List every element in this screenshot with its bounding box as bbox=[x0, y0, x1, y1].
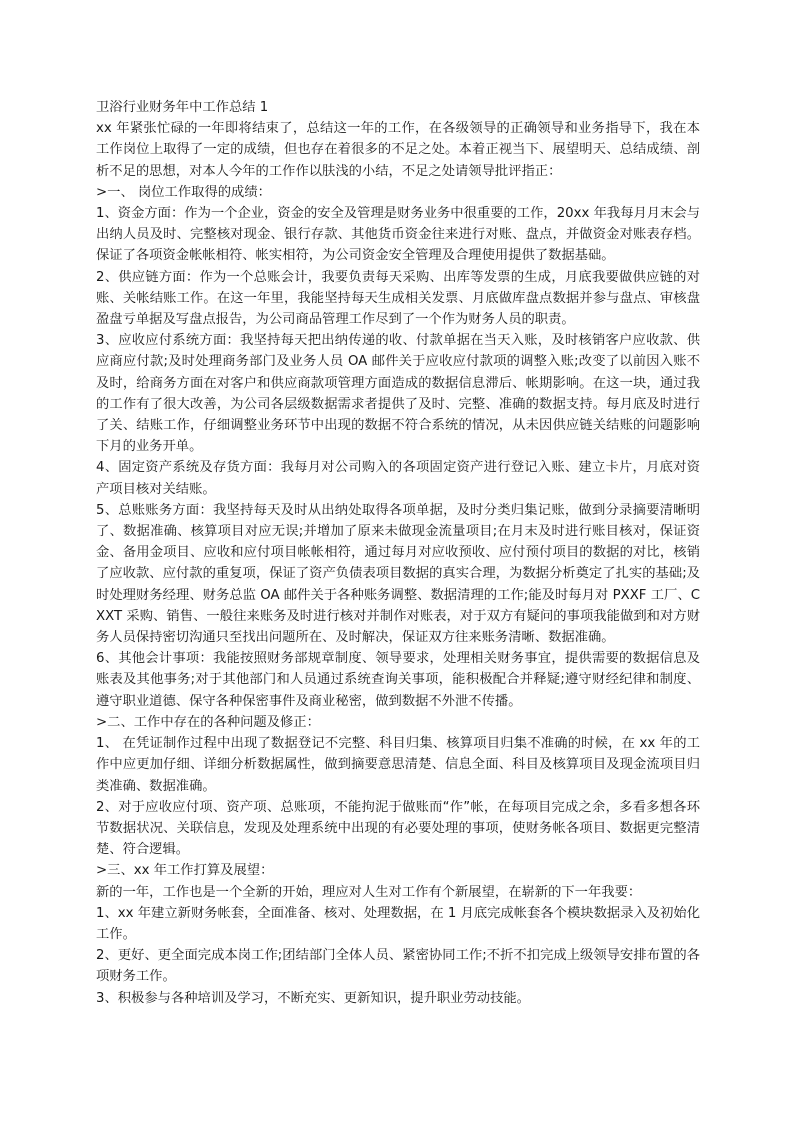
section-3-intro: 新的一年，工作也是一个全新的开始，理应对人生对工作有个新展望，在崭新的下一年我要： bbox=[96, 884, 642, 900]
section-1-item-4: 4、固定资产系统及存货方面：我每月对公司购入的各项固定资产进行登记入账、建立卡片，月底对资产项目核对关结账。 bbox=[96, 460, 700, 497]
document-body bbox=[96, 97, 700, 1009]
intro-paragraph: xx 年紧张忙碌的一年即将结束了，总结这一年的工作，在各级领导的正确领导和业务指导下，我在本工作岗位上取得了一定的成绩，但也存在着很多的不足之处。本着正视当下、展望明天、总结成绩、剖析不足的思想，对本人今年的工作作以肤浅的小结，不足之处请领导批评指正： bbox=[96, 121, 700, 179]
section-1-item-6: 6、其他会计事项：我能按照财务部规章制度、领导要求，处理相关财务事宜，提供需要的数据信息及账表及其他事务;对于其他部门和人员通过系统查询关事项，能积极配合并释疑;遵守财经纪律和制度、遵守职业道德、保守各种保密事件及商业秘密，做到数据不外泄不传播。 bbox=[96, 651, 700, 709]
section-1-item-5: 5、总账账务方面：我坚持每天及时从出纳处取得各项单据，及时分类归集记账，做到分录摘要清晰明了、数据准确、核算项目对应无误;并增加了原来未做现金流量项目;在月末及时进行账目核对，保证资金、备用金项目、应收和应付项目帐帐相符，通过每月对应收预收、应付预付项目的数据的对比，核销了应收款、应付款的重复项，保证了资产负债表项目数据的真实合理，为数据分析奠定了扎实的基础;及时处理财务经理、财务总监 OA 邮件关于各种账务调整、数据清理的工作;能及时每月对 PXXF 工厂、CXXT 采购、销售、一般往来账务及时进行核对并制作对账表，对于双方有疑问的事项我能做到和对方财务人员保持密切沟通只至找出问题所在、及时解决，保证双方往来账务清晰、数据准确。 bbox=[96, 502, 700, 646]
section-3-item-2: 2、更好、更全面完成本岗工作;团结部门全体人员、紧密协同工作;不折不扣完成上级领导安排布置的各项财务工作。 bbox=[96, 948, 700, 985]
section-2-item-1: 1、 在凭证制作过程中出现了数据登记不完整、科目归集、核算项目归集不准确的时候，在 xx 年的工作中应更加仔细、详细分析数据属性，做到摘要意思清楚、信息全面、科目及核算项目及现金流项目归类准确、数据准确。 bbox=[96, 736, 700, 794]
section-1-heading: >一、 岗位工作取得的成绩： bbox=[96, 184, 271, 200]
section-1-item-3: 3、应收应付系统方面：我坚持每天把出纳传递的收、付款单据在当天入账，及时核销客户应收款、供应商应付款;及时处理商务部门及业务人员 OA 邮件关于应收应付款项的调整入账;改变了以前因入账不及时，给商务方面在对客户和供应商款项管理方面造成的数据信息滞后、帐期影响。在这一块，通过我的工作有了很大改善，为公司各层级数据需求者提供了及时、完整、准确的数据支持。每月底及时进行了关、结账工作，仔细调整业务环节中出现的数据不符合系统的情况，从未因供应链关结账的问题影响下月的业务开单。 bbox=[96, 333, 700, 455]
section-2-item-2: 2、对于应收应付项、资产项、总账项，不能拘泥于做账而“作”帐，在每项目完成之余，多看多想各环节数据状况、关联信息，发现及处理系统中出现的有必要处理的事项，使财务帐各项目、数据更完整清楚、符合逻辑。 bbox=[96, 799, 700, 858]
section-2-heading: >二、工作中存在的各种问题及修正： bbox=[96, 714, 320, 730]
section-3-item-1: 1、xx 年建立新财务帐套，全面准备、核对、处理数据，在 1 月底完成帐套各个模块数据录入及初始化工作。 bbox=[96, 905, 700, 942]
section-1-item-1: 1、资金方面：作为一个企业，资金的安全及管理是财务业务中很重要的工作，20xx 年我每月月末会与出纳人员及时、完整核对现金、银行存款、其他货币资金往来进行对账、盘点，并做资金对账表存档。保证了各项资金帐帐相符、帐实相符，为公司资金安全管理及合理使用提供了数据基础。 bbox=[96, 206, 700, 264]
section-1-item-2: 2、供应链方面：作为一个总账会计，我要负责每天采购、出库等发票的生成，月底我要做供应链的对账、关帐结账工作。在这一年里，我能坚持每天生成相关发票、月底做库盘点数据并参与盘点、审核盘盈盘亏单据及写盘点报告，为公司商品管理工作尽到了一个作为财务人员的职责。 bbox=[96, 269, 700, 328]
section-3-item-3: 3、积极参与各种培训及学习，不断充实、更新知识，提升职业劳动技能。 bbox=[96, 990, 530, 1006]
document-title: 卫浴行业财务年中工作总结 1 bbox=[96, 100, 269, 115]
section-3-heading: >三、xx 年工作打算及展望： bbox=[96, 863, 274, 879]
